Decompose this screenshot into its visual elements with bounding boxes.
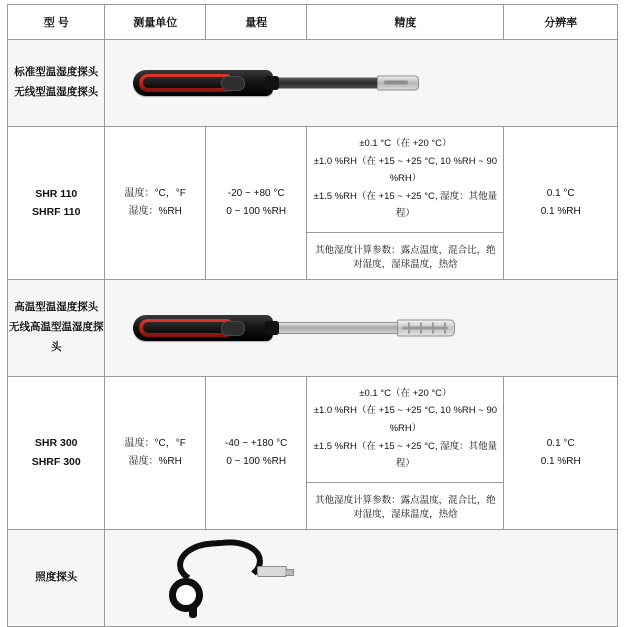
accuracy-cell-shr300 [307,376,504,529]
probe-tail-icon [265,321,279,335]
probe-shaft-icon [271,322,401,334]
accuracy-line2: ±1.0 %RH（在 +15 ~ +25 °C, 10 %RH ~ 90 %RH） [313,405,498,434]
probe-name-line2: 无线高温型温湿度探头 [8,320,104,353]
range-cell-shr110 [205,127,306,280]
unit-line1: 温度：°C，°F [124,437,186,449]
accuracy-line2: ±1.0 %RH（在 +15 ~ +25 °C, 10 %RH ~ 90 %RH） [313,155,498,185]
probe-plug-pin-icon [285,569,294,576]
range-line2: 0 ~ 100 %RH [226,455,287,467]
model-line1: SHR 110 [35,187,78,200]
model-cell-shr110 [8,127,105,280]
resolution-line1: 0.1 °C [546,437,575,449]
probe-name-line1: 照度探头 [35,570,78,583]
accuracy-block [307,127,503,279]
range-line1: -40 ~ +180 °C [225,437,288,449]
probe-tip-icon [377,76,419,91]
table-row [8,127,618,280]
probe-tip-cage-icon [397,319,455,336]
spec-sheet [0,4,625,583]
model-cell-shr300 [8,376,105,529]
probe-shaft-icon [271,78,379,89]
probe-specification-table [7,4,618,627]
probe-cage-bar-icon [408,322,410,333]
accuracy-block [307,377,503,529]
column-header-resolution: 分辨率 [504,5,618,40]
model-line1: SHR 300 [34,437,78,450]
probe-name-high-temp [8,279,105,376]
accuracy-line1: ±0.1 °C（在 +20 °C） [359,387,452,399]
model-line2: SHRF 300 [31,455,81,468]
probe-plug-icon [257,566,287,577]
accuracy-values [307,127,503,233]
accuracy-line3: ±1.5 %RH（在 +15 ~ +25 °C, 湿度：其他量程） [313,190,498,220]
accuracy-note: 其他湿度计算参数：露点温度，混合比，绝对湿度，湿球温度，热焓 [315,494,496,520]
unit-line2: 湿度：%RH [128,455,182,467]
column-header-model: 型 号 [8,5,105,40]
accuracy-cell-shr110 [307,127,504,280]
standard-probe-illustration [105,40,617,126]
range-line2: 0 ~ 100 %RH [226,205,287,217]
accuracy-note: 其他湿度计算参数：露点温度，混合比，绝对湿度，湿球温度，热焓 [315,244,496,270]
column-header-unit: 测量单位 [105,5,205,40]
probe-handle-icon [133,315,273,341]
unit-cell-shr110 [105,127,205,280]
resolution-line2: 0.1 %RH [540,455,581,467]
probe-handle-icon [133,70,273,96]
resolution-line2: 0.1 %RH [540,205,581,217]
table-row [8,279,618,376]
range-cell-shr300 [205,376,306,529]
column-header-accuracy: 精度 [307,5,504,40]
table-row [8,529,618,626]
probe-name-line2: 无线型温湿度探头 [14,86,99,98]
table-header [8,5,618,40]
lux-sensor-stub-icon [189,608,197,618]
table-body [8,40,618,627]
range-line1: -20 ~ +80 °C [227,187,285,199]
high-temp-probe-illustration [105,280,617,376]
lux-sensor-head-icon [169,578,203,612]
table-row [8,40,618,127]
probe-button-icon [221,321,245,336]
unit-cell-shr300 [105,376,205,529]
probe-name-lux [8,529,105,626]
accuracy-values [307,377,503,483]
unit-line1: 温度：°C，°F [124,187,186,199]
table-header-row [8,5,618,40]
resolution-cell-shr300 [504,376,618,529]
probe-image-high-temp [105,279,618,376]
probe-cage-bar-icon [420,322,422,333]
probe-cage-bar-icon [444,322,446,333]
probe-button-icon [221,76,245,91]
accuracy-line1: ±0.1 °C（在 +20 °C） [359,138,452,149]
probe-tail-icon [265,76,279,90]
accuracy-line3: ±1.5 %RH（在 +15 ~ +25 °C, 湿度：其他量程） [313,440,498,470]
probe-name-line1: 高温型温湿度探头 [14,300,99,313]
unit-line2: 湿度：%RH [128,205,182,217]
resolution-cell-shr110 [504,127,618,280]
probe-image-lux [105,529,618,626]
resolution-line1: 0.1 °C [546,187,575,199]
probe-cage-bar-icon [432,322,434,333]
probe-grip-black-icon [143,322,227,333]
probe-image-standard [105,40,618,127]
model-line2: SHRF 110 [32,205,81,218]
column-header-range: 量程 [205,5,306,40]
probe-name-standard [8,40,105,127]
lux-probe-illustration [105,530,617,626]
probe-name-line1: 标准型温湿度探头 [14,66,99,79]
table-row [8,376,618,529]
probe-grip-black-icon [143,77,227,88]
probe-tip-slot-icon [384,81,408,85]
